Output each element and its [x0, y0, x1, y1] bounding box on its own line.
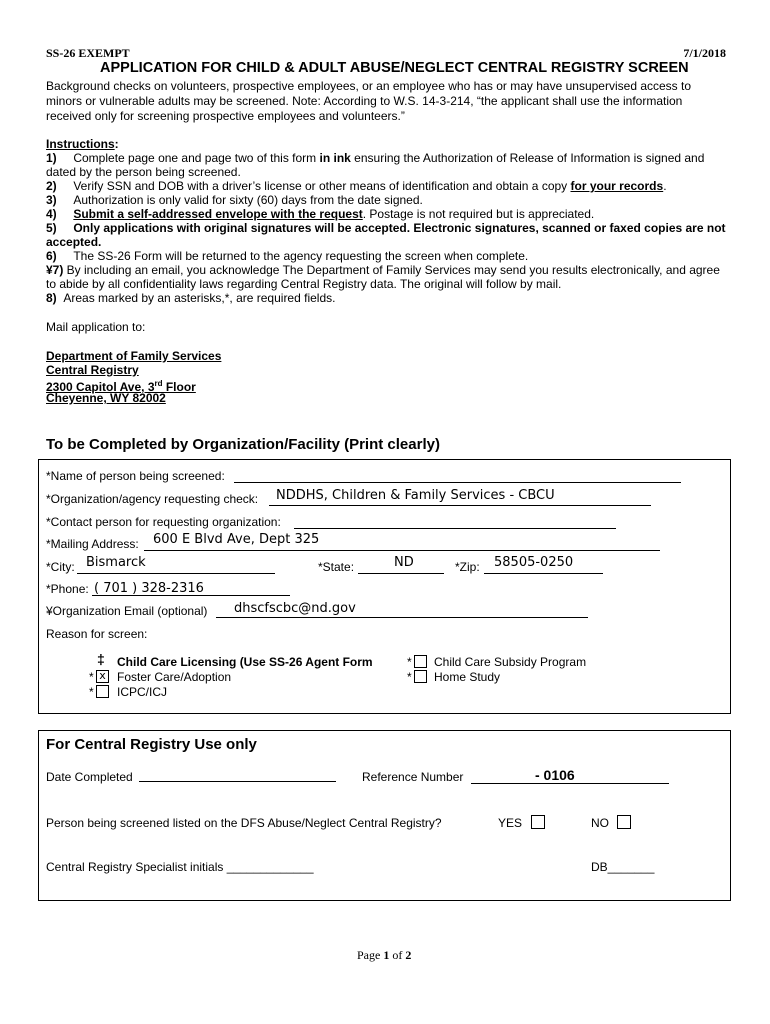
page-number — [357, 948, 411, 962]
form-date: 7/1/2018 — [683, 46, 726, 60]
instruction-1-text-c: ensuring the Authorization of Release of Information is signed and — [350, 151, 705, 165]
subsidy-label: Child Care Subsidy Program — [434, 655, 587, 669]
page-prefix: Page — [357, 948, 384, 962]
reference-field[interactable] — [471, 783, 669, 784]
instruction-7 — [46, 263, 720, 277]
instruction-7-cont: to abide by all confidentiality laws regarding Central Registry data. The original will follow by mail. — [46, 277, 562, 291]
instruction-7-text: By including an email, you acknowledge The Department of Family Services may send you results electronically, and agree — [63, 263, 720, 277]
db-field[interactable]: _______ — [607, 860, 655, 874]
address-field[interactable] — [144, 550, 660, 551]
mail-line-3-a: 2300 Capitol Ave, 3 — [46, 380, 155, 394]
registry-listed-question: Person being screened listed on the DFS Abuse/Neglect Central Registry? — [46, 816, 442, 830]
contact-label: *Contact person for requesting organization: — [46, 515, 281, 529]
home-study-asterisk: * — [407, 670, 412, 684]
instruction-5 — [46, 221, 726, 235]
yes-checkbox[interactable] — [531, 815, 545, 829]
intro-line-3: received only for screening prospective employees and volunteers.” — [46, 109, 405, 123]
yes-label: YES — [498, 816, 523, 830]
db-label-text: DB — [591, 860, 608, 874]
instruction-1-num: 1) — [46, 151, 57, 165]
instruction-8-num: 8) — [46, 291, 57, 305]
zip-label: *Zip: — [455, 560, 480, 574]
subsidy-asterisk: * — [407, 655, 412, 669]
instruction-2-records: for your records — [570, 179, 664, 193]
instruction-6-text: The SS-26 Form will be returned to the agency requesting the screen when complete. — [73, 249, 529, 263]
registry-section-heading: For Central Registry Use only — [46, 736, 257, 753]
foster-care-checkbox[interactable]: x — [96, 670, 109, 683]
db-label — [591, 860, 654, 874]
foster-asterisk: * — [89, 670, 94, 684]
instruction-5-cont: accepted. — [46, 235, 102, 249]
email-value: dhscfscbc@nd.gov — [234, 601, 356, 616]
intro-line-1: Background checks on volunteers, prospective employees, or an employee who has or may have unsupervised access to — [46, 79, 692, 93]
page-of: of — [389, 948, 406, 962]
org-label: *Organization/agency requesting check: — [46, 492, 259, 506]
instruction-1-cont: dated by the person being screened. — [46, 165, 241, 179]
contact-field[interactable] — [294, 528, 616, 529]
phone-value: ( 701 ) 328-2316 — [94, 581, 204, 596]
reference-label: Reference Number — [362, 770, 464, 784]
instruction-1-text-a: Complete page one and page two of this form — [73, 151, 320, 165]
no-label: NO — [591, 816, 609, 830]
instruction-4-num: 4) — [46, 207, 57, 221]
page-current: 1 — [383, 948, 390, 962]
org-value: NDDHS, Children & Family Services - CBCU — [276, 488, 555, 503]
initials-field[interactable]: _____________ — [226, 860, 314, 874]
reason-label: Reason for screen: — [46, 627, 148, 641]
intro-line-2: minors or vulnerable adults may be screened. Note: According to W.S. 14-3-214, “the applicant shall use the information — [46, 94, 683, 108]
initials-label-text: Central Registry Specialist initials — [46, 860, 224, 874]
instruction-2-num: 2) — [46, 179, 57, 193]
instruction-4-envelope: Submit a self-addressed envelope with the request — [73, 207, 363, 221]
date-completed-field[interactable] — [139, 781, 336, 782]
state-field[interactable] — [358, 573, 444, 574]
instruction-1-in-ink: in ink — [319, 151, 351, 165]
instruction-6-num: 6) — [46, 249, 57, 263]
form-title: APPLICATION FOR CHILD & ADULT ABUSE/NEGLECT CENTRAL REGISTRY SCREEN — [100, 60, 689, 76]
instruction-3-text: Authorization is only valid for sixty (60) days from the date signed. — [73, 193, 423, 207]
mail-line-2: Central Registry — [46, 363, 139, 377]
phone-label: *Phone: — [46, 582, 89, 596]
instruction-8 — [46, 291, 335, 305]
home-study-checkbox[interactable] — [414, 670, 427, 683]
city-field[interactable] — [77, 573, 275, 574]
instruction-3-num: 3) — [46, 193, 57, 207]
dagger-mark: ‡ — [97, 651, 105, 667]
org-field[interactable] — [269, 505, 651, 506]
icpc-label: ICPC/ICJ — [117, 685, 168, 699]
instruction-8-text: Areas marked by an asterisks,*, are required fields. — [63, 291, 336, 305]
email-field[interactable] — [216, 617, 588, 618]
initials-label — [46, 860, 314, 874]
instruction-2 — [46, 179, 667, 193]
mail-line-3-b: Floor — [162, 380, 196, 394]
mail-line-1: Department of Family Services — [46, 349, 222, 363]
city-value: Bismarck — [86, 555, 146, 570]
instruction-1 — [46, 151, 704, 165]
state-label: *State: — [318, 560, 355, 574]
address-label: *Mailing Address: — [46, 537, 139, 551]
mail-label: Mail application to: — [46, 320, 146, 334]
name-field[interactable] — [234, 482, 681, 483]
instructions-heading-text: Instructions — [46, 137, 115, 151]
mail-line-3-sup: rd — [154, 379, 163, 388]
instruction-5-text: Only applications with original signatures will be accepted. Electronic signatures, scanned or faxed copies are not — [73, 221, 726, 235]
address-value: 600 E Blvd Ave, Dept 325 — [153, 532, 320, 547]
reference-value: - 0106 — [535, 767, 575, 783]
instruction-2-text-a: Verify SSN and DOB with a driver’s license or other means of identification and obtain a copy — [73, 179, 571, 193]
city-label: *City: — [46, 560, 75, 574]
mail-line-4: Cheyenne, WY 82002 — [46, 391, 166, 405]
name-label: *Name of person being screened: — [46, 469, 225, 483]
instructions-heading: Instructions: — [46, 137, 119, 151]
instruction-4-text-b: . Postage is not required but is appreciated. — [362, 207, 595, 221]
state-value: ND — [394, 555, 414, 570]
home-study-label: Home Study — [434, 670, 501, 684]
org-section-heading: To be Completed by Organization/Facility (Print clearly) — [46, 436, 440, 453]
zip-field[interactable] — [484, 573, 603, 574]
instruction-5-num: 5) — [46, 221, 57, 235]
instruction-3 — [46, 193, 423, 207]
instruction-2-text-c: . — [663, 179, 667, 193]
form-id: SS-26 EXEMPT — [46, 46, 130, 60]
subsidy-checkbox[interactable] — [414, 655, 427, 668]
instruction-7-num: ¥7) — [46, 263, 64, 277]
zip-value: 58505-0250 — [494, 555, 574, 570]
icpc-checkbox[interactable] — [96, 685, 109, 698]
no-checkbox[interactable] — [617, 815, 631, 829]
child-care-licensing-label: Child Care Licensing (Use SS-26 Agent Form — [117, 655, 373, 669]
page-total: 2 — [405, 948, 412, 962]
instruction-6 — [46, 249, 528, 263]
foster-care-label: Foster Care/Adoption — [117, 670, 232, 684]
instruction-4 — [46, 207, 594, 221]
icpc-asterisk: * — [89, 685, 94, 699]
date-completed-label: Date Completed — [46, 770, 133, 784]
email-label: ¥Organization Email (optional) — [46, 604, 208, 618]
